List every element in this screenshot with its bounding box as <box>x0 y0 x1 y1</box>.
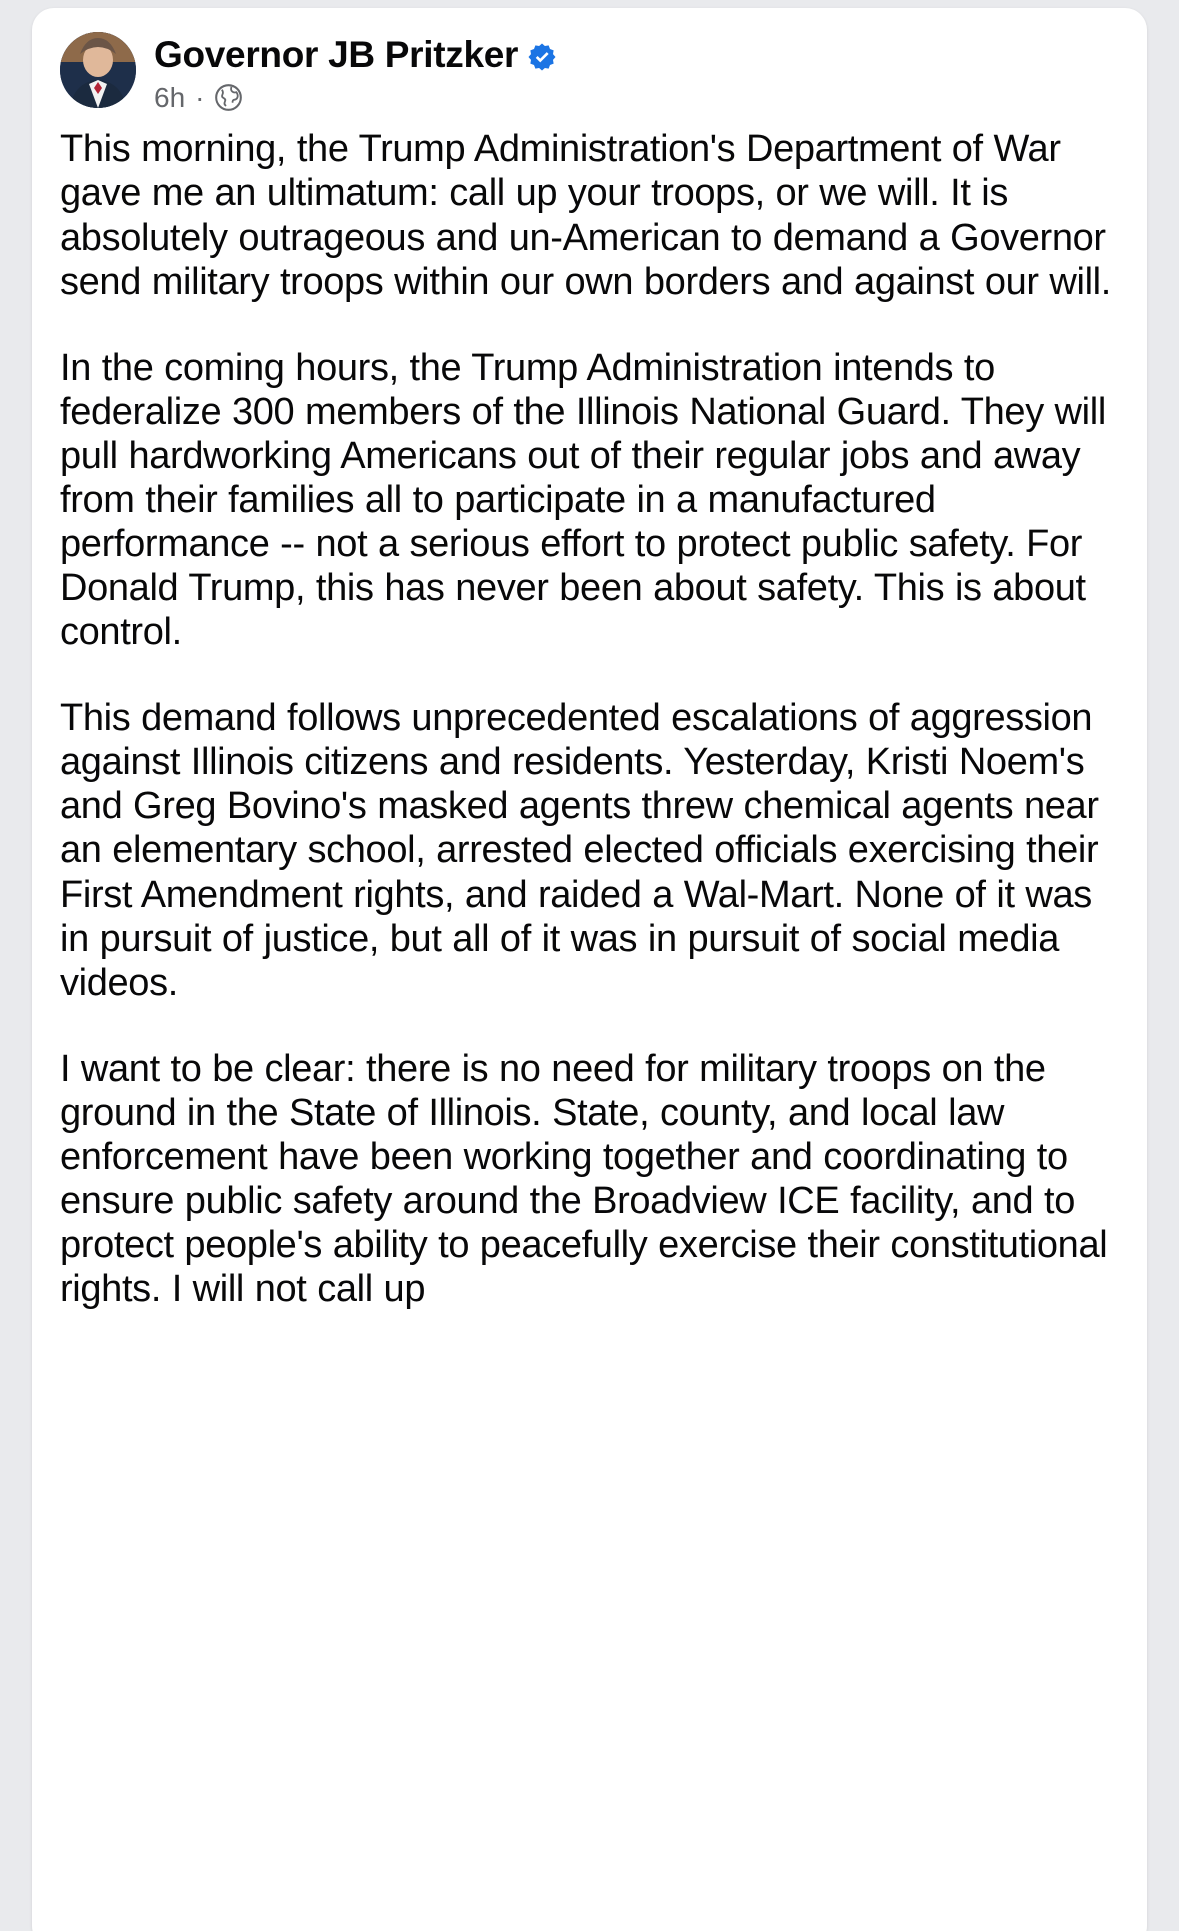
social-post-card <box>32 8 1147 1931</box>
post-body <box>60 127 1119 1311</box>
author-row <box>154 34 557 77</box>
meta-separator: · <box>195 81 205 113</box>
post-header-text <box>154 32 557 113</box>
post-meta <box>154 83 557 114</box>
globe-public-icon[interactable] <box>214 83 243 112</box>
author-name[interactable]: Governor JB Pritzker <box>154 34 519 75</box>
verified-badge-icon <box>527 42 557 72</box>
post-header <box>60 24 1119 113</box>
post-paragraph: In the coming hours, the Trump Administration intends to federalize 300 members of the Illinois National Guard. They will pull hardworking Americans out of their regular jobs and away from their families all to participate in a manufactured performance -- not a serious effort to protect public safety. For Donald Trump, this has never been about safety. This is about control. <box>60 346 1106 654</box>
post-paragraph: This demand follows unprecedented escalations of aggression against Illinois citizens and residents. Yesterday, Kristi Noem's and Greg Bovino's masked agents threw chemical agents near an elementary school, arrested elected officials exercising their First Amendment rights, and raided a Wal-Mart. None of it was in pursuit of justice, but all of it was in pursuit of social media videos. <box>60 697 1099 1004</box>
post-timestamp[interactable]: 6h <box>154 81 186 113</box>
avatar[interactable] <box>60 32 136 108</box>
post-paragraph: This morning, the Trump Administration's Department of War gave me an ultimatum: call up your troops, or we will. It is absolutely outrageous and un-American to demand a Governor send military troops within our own borders and against our will. <box>60 128 1111 303</box>
post-paragraph: I want to be clear: there is no need for military troops on the ground in the State of Illinois. State, county, and local law enforcement have been working together and coordinating to ensure public safety around the Broadview ICE facility, and to protect people's ability to peacefully exercise their constitutional rights. I will not call up <box>60 1047 1108 1311</box>
